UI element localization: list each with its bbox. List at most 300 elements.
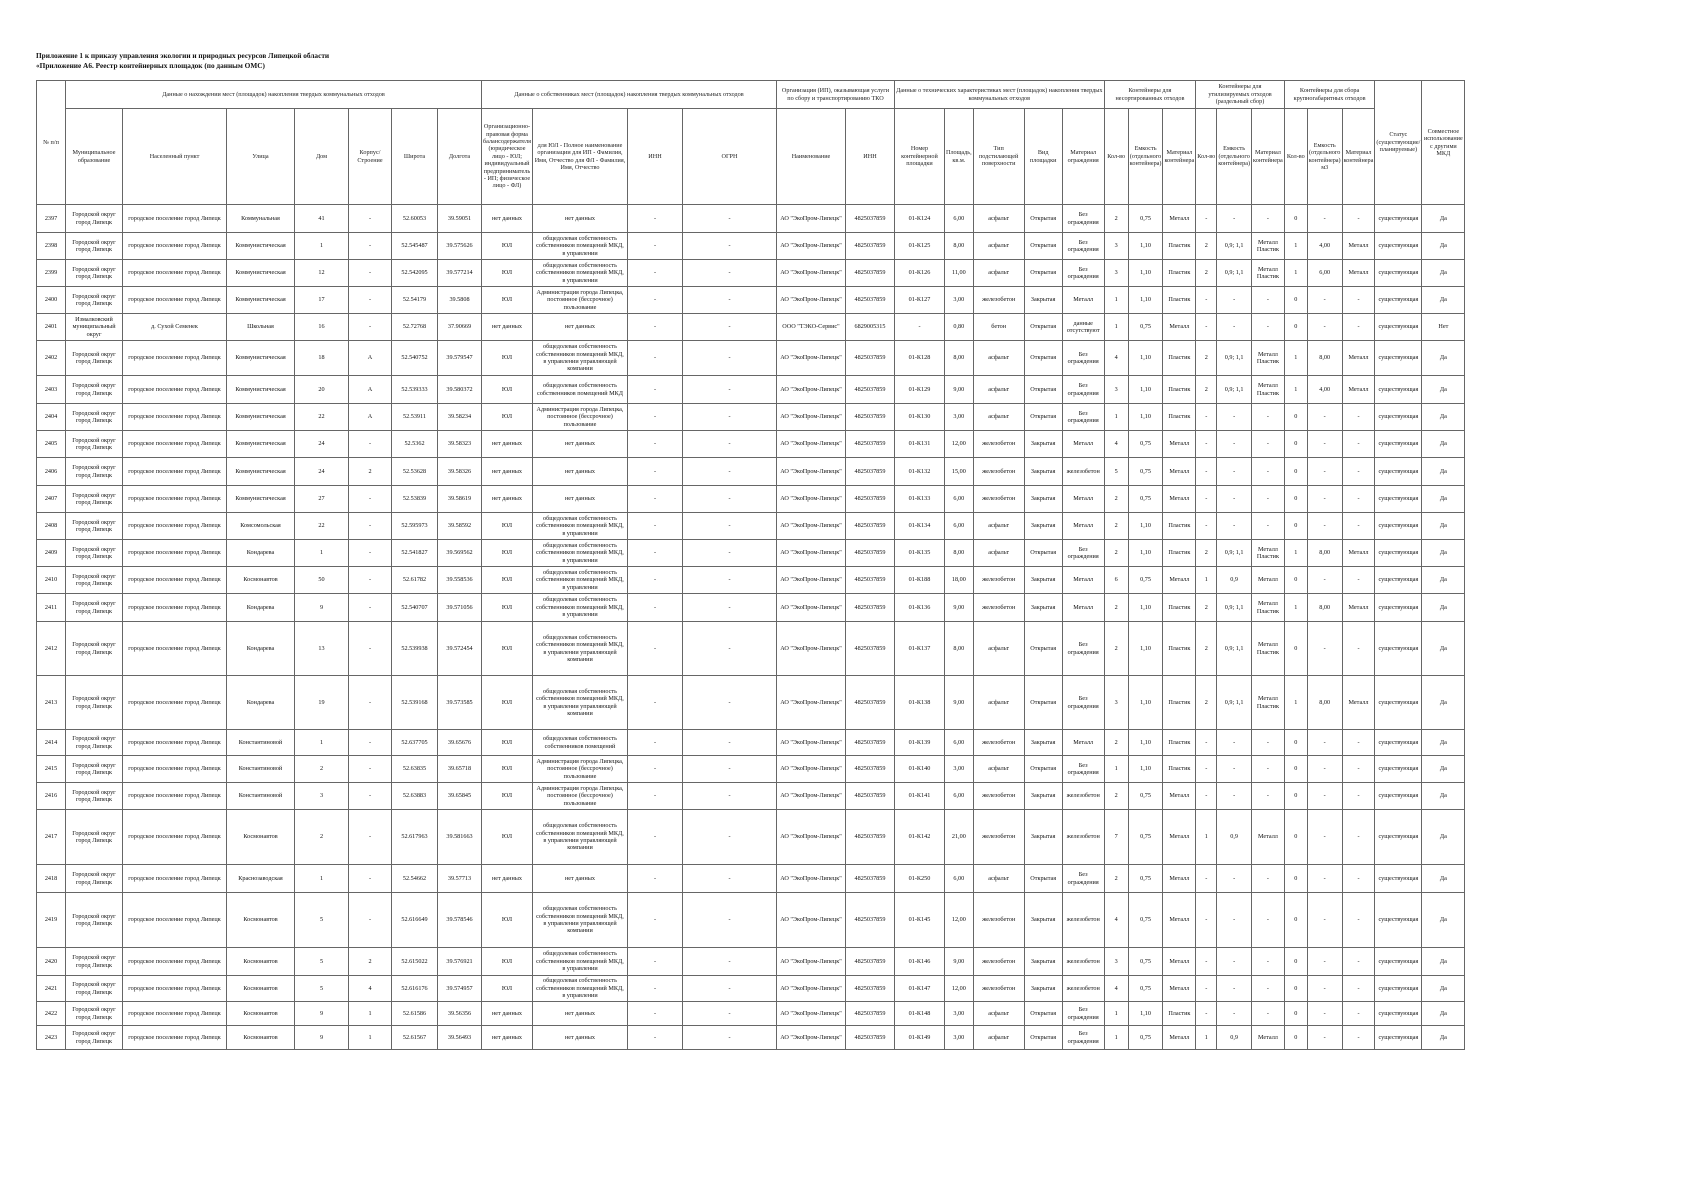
table-cell <box>1024 948 1062 976</box>
table-cell <box>66 205 123 233</box>
header-legal-form: Организационно-правовая форма балансодержателя (юридическое лицо - ЮЛ; индивидуальный предприниматель - ИП; физическое лицо - ФЛ) <box>482 109 533 205</box>
cell-text: - <box>728 549 731 557</box>
table-cell <box>1104 341 1128 376</box>
cell-text: нет данных <box>564 1033 596 1041</box>
cell-text: Металл Пластик <box>1256 265 1279 280</box>
table-cell <box>973 622 1024 676</box>
table-cell <box>1422 783 1465 810</box>
table-cell <box>349 1002 392 1026</box>
cell-text: Открытая <box>1030 1009 1057 1017</box>
cell-text: железобетон <box>982 440 1016 448</box>
table-cell <box>944 622 973 676</box>
table-cell <box>482 404 533 431</box>
table-cell <box>894 376 944 404</box>
table-cell <box>1375 948 1422 976</box>
cell-text: 4825037859 <box>854 522 886 530</box>
cell-text: - <box>1266 874 1269 882</box>
table-cell <box>66 287 123 314</box>
header-municipality: Муниципальное образование <box>66 109 123 205</box>
table-cell <box>66 810 123 865</box>
table-cell <box>1062 865 1104 893</box>
cell-text: 2 <box>1114 495 1118 503</box>
table-cell <box>66 622 123 676</box>
table-cell <box>123 676 227 730</box>
table-cell <box>944 513 973 540</box>
table-cell <box>37 1026 66 1050</box>
cell-text: 4 <box>1114 984 1118 992</box>
cell-text: железобетон <box>982 296 1016 304</box>
cell-text: 4825037859 <box>854 1033 886 1041</box>
cell-text: 4825037859 <box>854 765 886 773</box>
cell-text: общедолевая собственность собственников помещений МКД, в управлении <box>536 596 624 619</box>
table-cell <box>123 431 227 458</box>
cell-text: 2407 <box>44 495 58 503</box>
cell-text: существующая <box>1378 440 1419 448</box>
table-cell <box>1104 783 1128 810</box>
table-cell <box>627 976 682 1002</box>
table-cell <box>1196 260 1217 287</box>
table-cell <box>123 458 227 486</box>
table-cell <box>682 567 776 594</box>
table-cell <box>1375 376 1422 404</box>
table-cell <box>37 205 66 233</box>
table-cell <box>894 810 944 865</box>
cell-text: 39.58592 <box>447 522 472 530</box>
table-cell <box>627 486 682 513</box>
table-cell <box>776 810 845 865</box>
table-cell <box>1196 676 1217 730</box>
cell-text: 4825037859 <box>854 644 886 652</box>
cell-text: 2423 <box>44 1033 58 1041</box>
table-cell <box>1128 431 1163 458</box>
cell-text: Без ограждения <box>1067 695 1099 710</box>
cell-text: нет данных <box>564 874 596 882</box>
table-cell <box>532 865 627 893</box>
table-cell <box>1163 404 1196 431</box>
cell-text: Да <box>1439 1009 1447 1017</box>
cell-text: 01-К127 <box>908 296 931 304</box>
header-operator-name: Наименование <box>776 109 845 205</box>
cell-text: 1 <box>319 874 324 882</box>
table-cell <box>845 893 894 948</box>
table-cell <box>1422 260 1465 287</box>
table-cell <box>37 893 66 948</box>
cell-text: 2400 <box>44 296 58 304</box>
table-cell <box>776 458 845 486</box>
table-cell <box>295 233 349 260</box>
cell-text: Городской округ город Липецк <box>72 491 116 506</box>
cell-text: Константиновой <box>238 792 283 800</box>
table-cell <box>66 676 123 730</box>
cell-text: 01-К149 <box>908 1033 931 1041</box>
cell-text: - <box>1323 916 1326 924</box>
table-cell <box>973 783 1024 810</box>
cell-text: городское поселение город Липецк <box>128 576 221 584</box>
cell-text: городское поселение город Липецк <box>128 916 221 924</box>
table-cell <box>532 783 627 810</box>
table-cell <box>1342 233 1375 260</box>
cell-text: - <box>1323 495 1326 503</box>
cell-text: Да <box>1439 792 1447 800</box>
table-cell <box>1024 314 1062 341</box>
table-cell <box>123 730 227 756</box>
table-cell <box>973 260 1024 287</box>
table-cell <box>482 676 533 730</box>
table-cell <box>845 404 894 431</box>
cell-text: - <box>1233 522 1236 530</box>
table-cell <box>845 756 894 783</box>
table-cell <box>392 594 438 622</box>
cell-text: 4825037859 <box>854 413 886 421</box>
header-ogrn: ОГРН <box>682 109 776 205</box>
cell-text: Без ограждения <box>1067 641 1099 656</box>
cell-text: городское поселение город Липецк <box>128 792 221 800</box>
cell-text: 1 <box>1114 765 1118 773</box>
cell-text: Городской округ город Липецк <box>72 871 116 886</box>
table-cell <box>627 948 682 976</box>
header-fence: Материал ограждения <box>1062 109 1104 205</box>
table-cell <box>682 404 776 431</box>
table-cell <box>1375 810 1422 865</box>
cell-text: железобетон <box>982 833 1016 841</box>
table-cell <box>1375 676 1422 730</box>
table-cell <box>1196 540 1217 567</box>
cell-text: - <box>1357 467 1360 475</box>
table-cell <box>1284 1026 1307 1050</box>
cell-text: Городской округ город Липецк <box>72 464 116 479</box>
cell-text: железобетон <box>982 467 1016 475</box>
table-cell <box>227 287 295 314</box>
cell-text: нет данных <box>491 874 523 882</box>
cell-text: 0 <box>1294 738 1298 746</box>
table-cell <box>295 341 349 376</box>
table-cell <box>532 1026 627 1050</box>
table-cell <box>845 287 894 314</box>
table-cell <box>1422 594 1465 622</box>
cell-text: - <box>1266 467 1269 475</box>
table-cell <box>776 976 845 1002</box>
header-street: Улица <box>227 109 295 205</box>
table-cell <box>295 865 349 893</box>
cell-text: Металл <box>1169 833 1190 841</box>
table-cell <box>944 260 973 287</box>
table-cell <box>438 810 482 865</box>
header-building: Корпус/Строение <box>349 109 392 205</box>
table-cell <box>123 976 227 1002</box>
cell-text: 2 <box>1114 644 1118 652</box>
table-cell <box>1252 1026 1285 1050</box>
table-cell <box>349 1026 392 1050</box>
cell-text: 01-К128 <box>908 354 931 362</box>
table-cell <box>1196 976 1217 1002</box>
cell-text: 4825037859 <box>854 957 886 965</box>
table-cell <box>227 513 295 540</box>
table-cell <box>482 976 533 1002</box>
cell-text: 1,10 <box>1140 269 1151 277</box>
cell-text: 19 <box>318 698 325 706</box>
cell-text: 52.545487 <box>401 242 428 250</box>
cell-text: ЮЛ <box>501 385 513 393</box>
cell-text: Металл Пластик <box>1256 350 1279 365</box>
cell-text: - <box>1323 214 1326 222</box>
cell-text: Без ограждения <box>1067 409 1099 424</box>
table-row <box>37 513 1465 540</box>
cell-text: 8,00 <box>953 549 965 557</box>
cell-text: - <box>653 296 657 304</box>
cell-text: существующая <box>1378 296 1419 304</box>
table-cell <box>295 594 349 622</box>
table-cell <box>1196 287 1217 314</box>
cell-text: 22 <box>318 413 325 421</box>
cell-text: - <box>653 833 657 841</box>
table-cell <box>1196 865 1217 893</box>
table-cell <box>392 756 438 783</box>
cell-text: 2 <box>368 467 372 475</box>
table-cell <box>482 458 533 486</box>
cell-text: 01-К146 <box>908 957 931 965</box>
table-cell <box>776 205 845 233</box>
table-cell <box>894 756 944 783</box>
table-cell <box>894 976 944 1002</box>
cell-text: Без ограждения <box>1067 350 1099 365</box>
table-cell <box>392 404 438 431</box>
cell-text: - <box>1205 323 1208 331</box>
table-cell <box>1062 783 1104 810</box>
cell-text: 39.573585 <box>446 698 473 706</box>
table-cell <box>392 1002 438 1026</box>
table-cell <box>438 233 482 260</box>
cell-text: Городской округ город Липецк <box>72 641 116 656</box>
cell-text: общедолевая собственность собственников помещений МКД, в управлении управляющей компании <box>536 687 624 717</box>
table-cell <box>1422 486 1465 513</box>
table-cell <box>66 594 123 622</box>
table-cell <box>1163 622 1196 676</box>
table-cell <box>482 260 533 287</box>
cell-text: железобетон <box>982 984 1016 992</box>
cell-text: 1 <box>1114 1033 1118 1041</box>
cell-text: - <box>1266 738 1269 746</box>
table-cell <box>1307 567 1342 594</box>
cell-text: Кондарева <box>246 644 275 652</box>
cell-text: 2418 <box>44 874 58 882</box>
cell-text: - <box>653 603 657 611</box>
table-cell <box>1217 513 1252 540</box>
cell-text: Без ограждения <box>1067 382 1099 397</box>
table-cell <box>1104 948 1128 976</box>
table-cell <box>37 976 66 1002</box>
cell-text: 0 <box>1294 440 1298 448</box>
table-cell <box>944 783 973 810</box>
cell-text: 1 <box>1114 296 1118 304</box>
table-cell <box>1128 376 1163 404</box>
table-cell <box>295 948 349 976</box>
cell-text: АО "ЭкоПром-Липецк" <box>780 916 842 924</box>
cell-text: существующая <box>1378 874 1419 882</box>
table-cell <box>1024 540 1062 567</box>
cell-text: АО "ЭкоПром-Липецк" <box>780 644 842 652</box>
cell-text: 2402 <box>44 354 58 362</box>
cell-text: 1 <box>1294 242 1298 250</box>
table-cell <box>1217 810 1252 865</box>
table-cell <box>1062 314 1104 341</box>
table-cell <box>295 486 349 513</box>
table-cell <box>1128 783 1163 810</box>
table-cell <box>776 676 845 730</box>
table-cell <box>973 948 1024 976</box>
cell-text: 1 <box>368 1033 372 1041</box>
table-cell <box>349 810 392 865</box>
cell-text: 0,9; 1,1 <box>1224 698 1244 706</box>
table-cell <box>1307 233 1342 260</box>
table-cell <box>894 783 944 810</box>
cell-text: 9 <box>319 1009 324 1017</box>
table-cell <box>1342 810 1375 865</box>
table-cell <box>349 783 392 810</box>
table-cell <box>37 341 66 376</box>
cell-text: - <box>368 792 372 800</box>
cell-text: - <box>1357 833 1360 841</box>
table-cell <box>973 376 1024 404</box>
cell-text: 39.58326 <box>447 467 472 475</box>
cell-text: Городской округ город Липецк <box>72 735 116 750</box>
table-cell <box>532 314 627 341</box>
table-cell <box>1217 948 1252 976</box>
header-surface: Тип подстилающей поверхности <box>973 109 1024 205</box>
cell-text: Городской округ город Липецк <box>72 1030 116 1045</box>
table-cell <box>973 431 1024 458</box>
cell-text: городское поселение город Липецк <box>128 833 221 841</box>
cell-text: Открытая <box>1030 269 1057 277</box>
table-cell <box>627 1026 682 1050</box>
table-cell <box>392 513 438 540</box>
cell-text: 39.579547 <box>446 354 473 362</box>
cell-text: - <box>1266 495 1269 503</box>
table-cell <box>1128 260 1163 287</box>
table-cell <box>627 205 682 233</box>
table-row <box>37 260 1465 287</box>
cell-text: - <box>1266 916 1269 924</box>
table-cell <box>1342 341 1375 376</box>
cell-text: 2412 <box>44 644 58 652</box>
table-cell <box>532 287 627 314</box>
table-cell <box>894 431 944 458</box>
cell-text: нет данных <box>564 214 596 222</box>
cell-text: - <box>728 323 731 331</box>
cell-text: - <box>728 495 731 503</box>
cell-text: - <box>1323 874 1326 882</box>
table-cell <box>37 431 66 458</box>
cell-text: 52.53911 <box>403 413 426 421</box>
cell-text: Металл Пластик <box>1256 600 1279 615</box>
table-cell <box>1307 976 1342 1002</box>
cell-text: Да <box>1439 296 1447 304</box>
table-cell <box>1284 976 1307 1002</box>
cell-text: - <box>1205 984 1208 992</box>
cell-text: железобетон <box>982 792 1016 800</box>
cell-text: Открытая <box>1030 874 1057 882</box>
table-cell <box>944 314 973 341</box>
cell-text: Пластик <box>1168 1009 1191 1017</box>
table-cell <box>438 893 482 948</box>
table-cell <box>894 1026 944 1050</box>
cell-text: 52.540707 <box>401 603 428 611</box>
table-cell <box>1196 948 1217 976</box>
table-cell <box>1128 513 1163 540</box>
table-cell <box>776 260 845 287</box>
table-cell <box>944 756 973 783</box>
cell-text: - <box>1266 296 1269 304</box>
cell-text: существующая <box>1378 738 1419 746</box>
cell-text: 52.615022 <box>401 957 428 965</box>
header-group-mixed: Контейнеры для несортированных отходов <box>1104 81 1196 109</box>
table-cell <box>1375 730 1422 756</box>
table-cell <box>1422 513 1465 540</box>
table-cell <box>627 458 682 486</box>
table-cell <box>682 260 776 287</box>
header-site-number: Номер контейнерной площадки <box>894 109 944 205</box>
cell-text: городское поселение город Липецк <box>128 242 221 250</box>
cell-text: 12,00 <box>951 916 966 924</box>
cell-text: - <box>653 354 657 362</box>
table-cell <box>1422 233 1465 260</box>
cell-text: 4,00 <box>1319 242 1331 250</box>
table-cell <box>392 287 438 314</box>
table-cell <box>1104 458 1128 486</box>
cell-text: АО "ЭкоПром-Липецк" <box>780 765 842 773</box>
table-cell <box>1196 431 1217 458</box>
cell-text: - <box>653 874 657 882</box>
cell-text: - <box>653 916 657 924</box>
table-cell <box>295 376 349 404</box>
table-cell <box>682 810 776 865</box>
table-cell <box>532 622 627 676</box>
table-cell <box>1062 260 1104 287</box>
cell-text: 0,75 <box>1140 874 1151 882</box>
cell-text: 01-К188 <box>908 576 931 584</box>
table-cell <box>1284 783 1307 810</box>
table-row <box>37 567 1465 594</box>
table-cell <box>776 783 845 810</box>
cell-text: 0,9; 1,1 <box>1224 269 1244 277</box>
table-cell <box>66 540 123 567</box>
table-cell <box>1217 756 1252 783</box>
table-cell <box>482 1002 533 1026</box>
cell-text: 2417 <box>44 833 58 841</box>
table-cell <box>1307 486 1342 513</box>
table-cell <box>944 486 973 513</box>
cell-text: Космонавтов <box>243 1009 278 1017</box>
cell-text: АО "ЭкоПром-Липецк" <box>780 738 842 746</box>
header-owner-inn: ИНН <box>627 109 682 205</box>
table-cell <box>123 1026 227 1050</box>
cell-text: - <box>1323 738 1326 746</box>
table-cell <box>37 756 66 783</box>
table-cell <box>227 1002 295 1026</box>
cell-text: существующая <box>1378 698 1419 706</box>
cell-text: Закрытая <box>1030 833 1056 841</box>
cell-text: - <box>368 522 372 530</box>
table-cell <box>944 865 973 893</box>
table-cell <box>682 431 776 458</box>
cell-text: существующая <box>1378 323 1419 331</box>
cell-text: 9,00 <box>953 603 965 611</box>
cell-text: 39.58234 <box>447 413 472 421</box>
cell-text: 8,00 <box>953 354 965 362</box>
cell-text: Да <box>1439 1033 1447 1041</box>
table-cell <box>1217 976 1252 1002</box>
cell-text: Открытая <box>1030 323 1057 331</box>
cell-text: АО "ЭкоПром-Липецк" <box>780 495 842 503</box>
